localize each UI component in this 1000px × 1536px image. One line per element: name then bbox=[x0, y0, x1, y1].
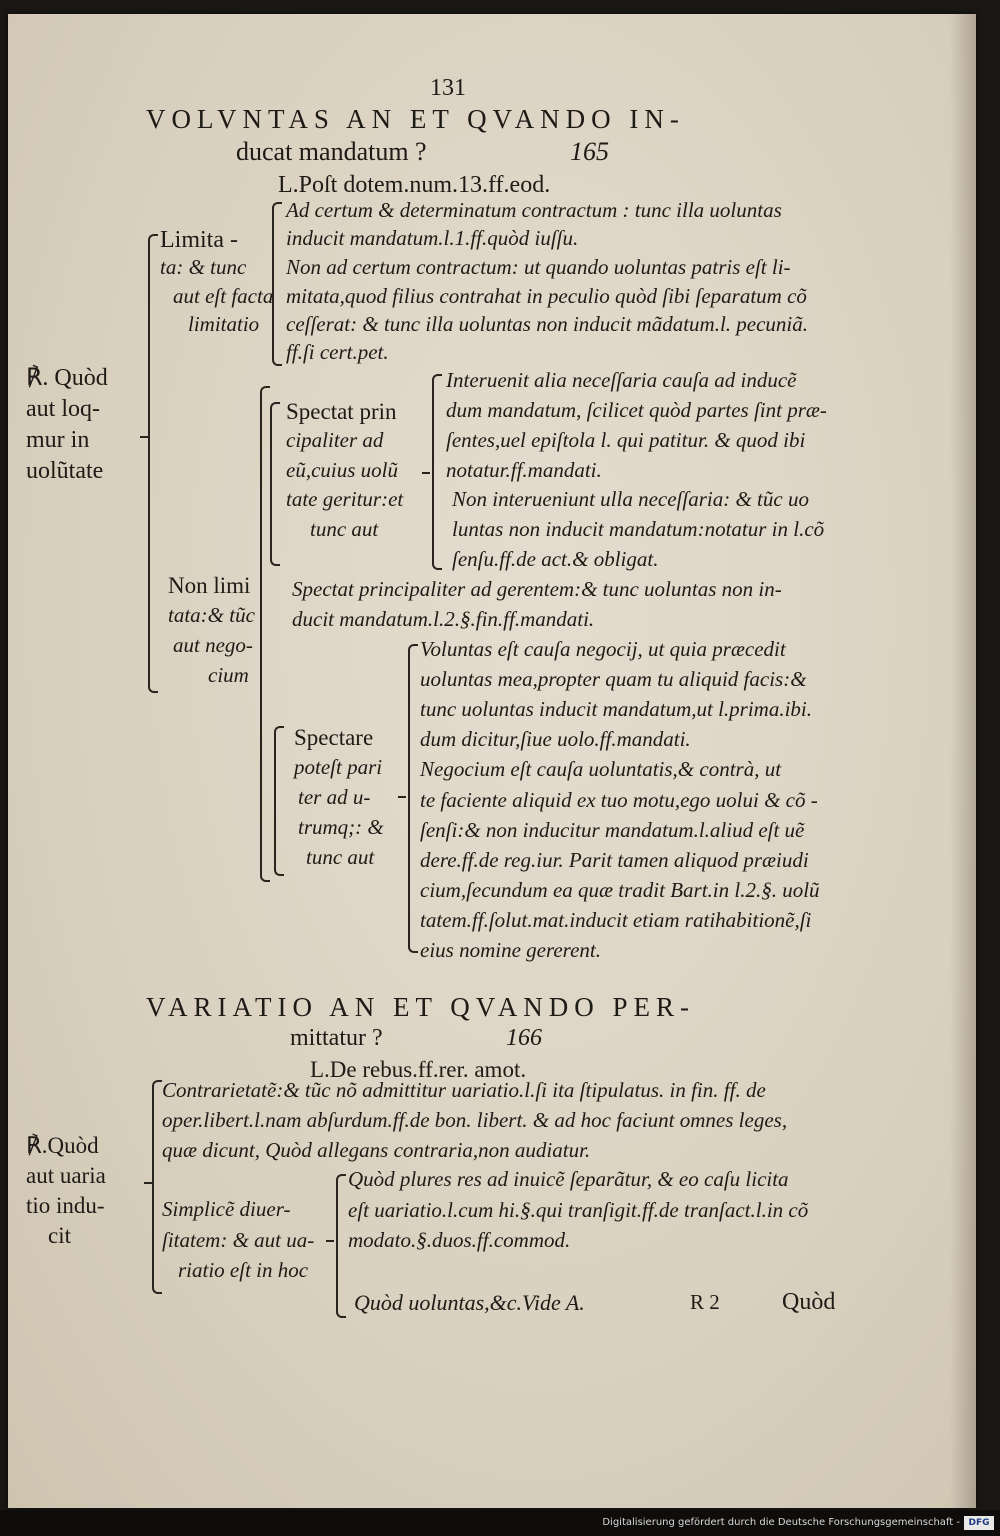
limitata-bracket bbox=[272, 202, 282, 366]
section2-reference: L.De rebus.ff.rer. amot. bbox=[310, 1057, 527, 1082]
section1-number: 165 bbox=[570, 137, 609, 166]
section1-root-bracket bbox=[148, 234, 158, 693]
simplice-bracket-point bbox=[326, 1240, 334, 1242]
section1-root-bracket-point bbox=[140, 436, 148, 438]
book-page: 131 VOLVNTAS AN ET QVANDO IN- ducat mandatum ? 165 L.Poſt dotem.num.13.ff.eod. ℟. Quòd aut loq- mur in uolũtate Limita - ta: & tunc aut eſt facta limitatio Ad certum & determinatum contractum : tunc illa uoluntas inducit mandatum.l.1.ff.quòd iuſſu. Non ad certum contractum: ut quando uoluntas patris eſt li- mitata,quod filius contrahat in peculio quòd ſibi ſeparatum cõ ceſſerat: & tunc illa uoluntas non inducit mãdatum.l. pecuniã. ff.ſi cert.pet. Spectat prin cipaliter ad eũ,cuius uolũ tate geritur:et tunc aut Interuenit alia neceſſaria cauſa ad inducẽ dum mandatum, ſcilicet quòd partes ſint præ- ſentes,uel epiſtola l. qui patitur. & quod ibi notatur.ff.mandati. Non interueniunt ulla neceſſaria: & tũc uo luntas non inducit mandatum:notatur in l.cõ ſenſu.ff.de act.& obligat. Non limi tata:& tũc aut nego- cium Spectat principaliter ad gerentem:& tunc uoluntas non in- ducit mandatum.l.2.§.fin.ff.mandati. Spectare poteſt pari ter ad u- trumq;: & tunc aut Voluntas eſt cauſa negocij, ut quia præcedit uoluntas mea,propter quam tu aliquid facis:& tunc uoluntas inducit mandatum,ut l.prima.ibi. dum dicitur,ſiue uolo.ff.mandati. Negocium eſt cauſa uoluntatis,& contrà, ut te faciente aliquid ex tuo motu,ego uolui & cõ - ſenſi:& non inducitur mandatum.l.aliud eſt uẽ dere.ff.de reg.iur. Parit tamen aliquod præiudi cium,ſecundum ea quæ tradit Bart.in l.2.§. uolũ tatem.ff.ſolut.mat.inducit etiam ratihabitionẽ,ſi eius nomine gererent. VARIATIO AN ET QVANDO PER- mittatur ? 166 L.De rebus.ff.rer. amot. ℟.Quòd aut uaria tio indu- cit Contrarietatẽ:& tũc nõ admittitur uariatio.l.ſi ita ſtipulatus. in fin. ff. de oper.libert.l.nam abſurdum.ff.de bon. libert. & ad hoc faciunt omnes leges, quæ dicunt, Quòd allegans contraria,non audiatur. Simplicẽ diuer- ſitatem: & aut ua- riatio eſt in hoc Quòd plures res ad inuicẽ ſeparãtur, & eo caſu licita eſt uariatio.l.cum hi.§.qui tranſigit.ff.de tranſact.l.in cõ modato.§.duos.ff.commod. Quòd uoluntas,&c.Vide A. R 2 Quòd bbox=[8, 14, 976, 1508]
section2-number: 166 bbox=[506, 1025, 542, 1051]
simplice-bracket bbox=[336, 1174, 346, 1318]
spectat-bracket bbox=[270, 402, 280, 566]
page-edge-shadow bbox=[950, 14, 976, 1508]
spectare-inner-point bbox=[398, 796, 406, 798]
last-line: Quòd uoluntas,&c.Vide A. bbox=[354, 1290, 585, 1315]
footer-text: Digitalisierung gefördert durch die Deutsche Forschungsgemeinschaft - bbox=[602, 1517, 960, 1528]
section1-title-line2: ducat mandatum ? bbox=[236, 137, 427, 166]
digitization-footer bbox=[0, 1510, 1000, 1536]
spectare-inner-bracket bbox=[408, 644, 418, 953]
section2-root-bracket bbox=[152, 1080, 162, 1294]
catchword: Quòd bbox=[782, 1289, 836, 1315]
signature-mark: R 2 bbox=[690, 1290, 720, 1314]
section1-reference: L.Poſt dotem.num.13.ff.eod. bbox=[278, 172, 551, 198]
non-limitata-bracket bbox=[260, 386, 270, 882]
section2-root-bracket-point bbox=[144, 1182, 152, 1184]
section2-title-line2: mittatur ? bbox=[290, 1025, 383, 1051]
section2-title-line1: VARIATIO AN ET QVANDO PER- bbox=[146, 992, 696, 1022]
spectat-inner-point bbox=[422, 472, 430, 474]
dfg-logo: DFG bbox=[964, 1516, 994, 1530]
spectat-inner-bracket bbox=[432, 374, 442, 570]
page-number: 131 bbox=[430, 75, 466, 101]
spectare-bracket bbox=[274, 726, 284, 876]
section1-title-line1: VOLVNTAS AN ET QVANDO IN- bbox=[146, 104, 685, 134]
